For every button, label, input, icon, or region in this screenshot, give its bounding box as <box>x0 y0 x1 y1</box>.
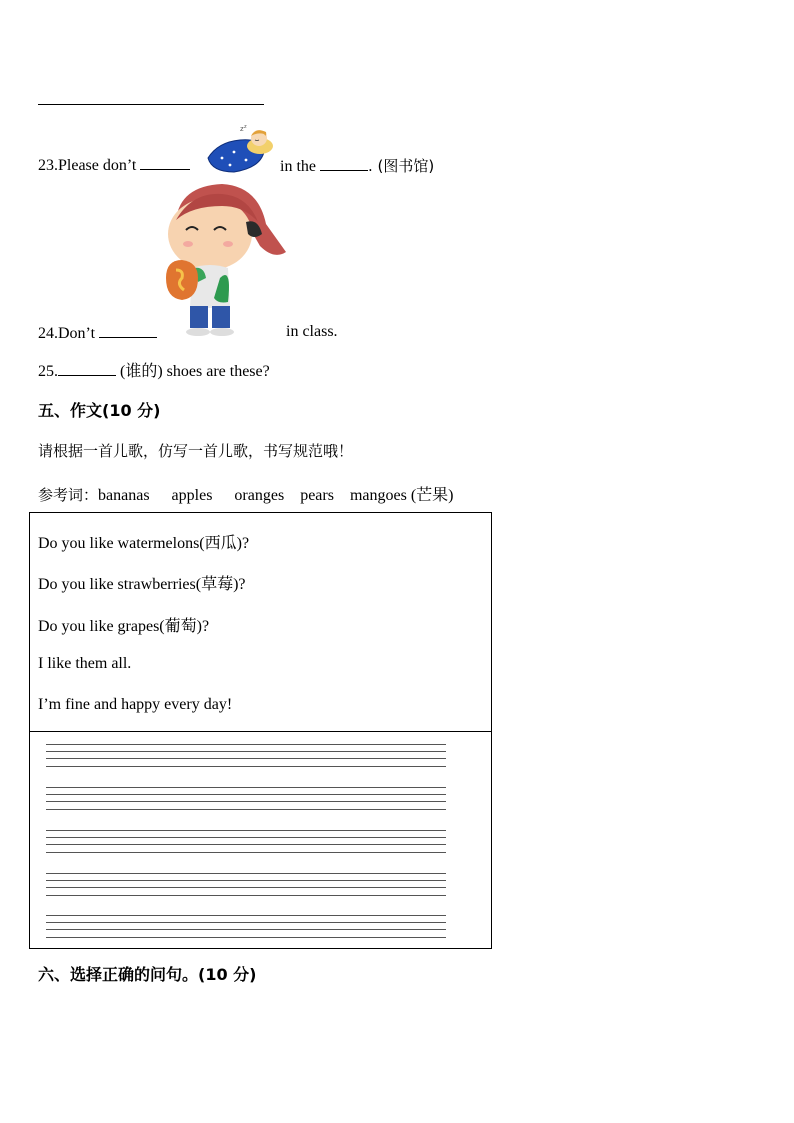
reference-label: 参考词： <box>38 486 99 504</box>
question-23-mid: in the <box>280 158 316 175</box>
writing-lines[interactable] <box>46 787 446 811</box>
question-23 <box>38 155 190 175</box>
svg-text:z: z <box>240 125 244 133</box>
poem-line: Do you like strawberries(草莓)? <box>38 576 246 593</box>
sleeping-child-icon <box>204 124 276 174</box>
reference-word: bananas <box>98 487 150 504</box>
reference-word: pears <box>300 487 334 504</box>
poem-line: Do you like watermelons(西瓜)? <box>38 535 250 552</box>
writing-lines[interactable] <box>46 830 446 854</box>
section-6-title: 六、选择正确的问句。(10 分) <box>38 965 257 984</box>
question-23-suffix: . (图书馆) <box>368 157 435 175</box>
box-divider <box>30 731 491 732</box>
boy-eating-icon <box>162 182 288 338</box>
poem-line: I’m fine and happy every day! <box>38 696 233 713</box>
question-24-prefix: 24.Don’t <box>38 325 96 342</box>
answer-line <box>38 104 264 105</box>
poem-line: Do you like grapes(葡萄)? <box>38 618 210 635</box>
question-23-prefix: 23.Please don’t <box>38 157 137 174</box>
poem-line: I like them all. <box>38 655 132 672</box>
writing-lines[interactable] <box>46 915 446 939</box>
question-25-prefix: 25. <box>38 363 58 380</box>
question-23-blank-1[interactable] <box>140 155 190 170</box>
section-5-instruction: 请根据一首儿歌，仿写一首儿歌，书写规范哦！ <box>38 442 354 460</box>
writing-lines[interactable] <box>46 744 446 768</box>
reference-word: mangoes (芒果) <box>349 487 454 504</box>
reference-words <box>38 482 454 505</box>
question-23-blank-2[interactable] <box>320 156 368 171</box>
question-24-suffix: in class. <box>286 323 338 340</box>
svg-text:z: z <box>244 124 247 130</box>
question-25 <box>38 358 270 381</box>
reference-word: oranges <box>234 487 285 504</box>
question-25-suffix: (谁的) shoes are these? <box>120 363 270 380</box>
section-5-title: 五、作文(10 分) <box>38 401 161 420</box>
question-24-blank[interactable] <box>99 323 157 338</box>
question-24 <box>38 323 157 343</box>
question-25-blank[interactable] <box>58 361 116 376</box>
question-23-rest <box>280 155 434 176</box>
reference-word: apples <box>171 487 213 504</box>
writing-lines[interactable] <box>46 873 446 897</box>
poem-box <box>29 512 492 949</box>
